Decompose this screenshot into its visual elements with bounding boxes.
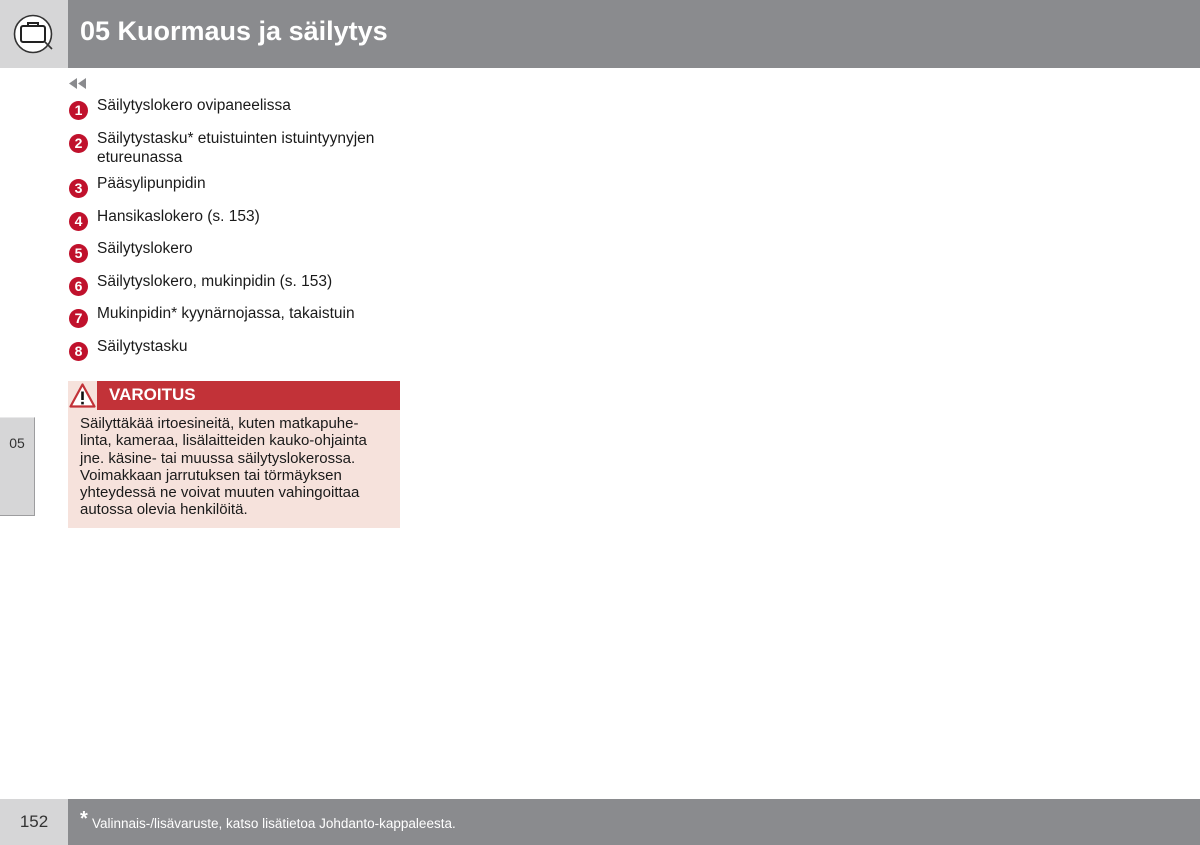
list-item-text: Säilytyslokero ovipaneelissa — [97, 97, 291, 114]
list-item-text: Säilytystasku* etuistuinten istuintyynyjen etureunassa — [97, 130, 375, 166]
footnote-text: Valinnais-/lisävaruste, katso lisätietoa Johdanto-kappaleesta. — [92, 816, 456, 831]
number-badge: 6 — [69, 277, 88, 296]
warning-triangle-icon — [69, 383, 96, 408]
double-chevron-left-icon — [69, 78, 87, 89]
number-badge: 2 — [69, 134, 88, 153]
page-number: 152 — [19, 812, 49, 831]
footer-bar — [68, 799, 1200, 845]
number-badge: 3 — [69, 179, 88, 198]
chapter-tab[interactable] — [0, 417, 35, 516]
number-badge: 7 — [69, 309, 88, 328]
luggage-icon — [13, 14, 55, 54]
number-badge: 4 — [69, 212, 88, 231]
page-number-box — [0, 799, 68, 845]
previous-page-link[interactable] — [69, 76, 87, 94]
number-badge: 8 — [69, 342, 88, 361]
asterisk-marker: * — [80, 808, 88, 830]
number-badge: 1 — [69, 101, 88, 120]
warning-title: VAROITUS — [109, 385, 196, 404]
page-title: 05 Kuormaus ja säilytys — [80, 16, 388, 46]
list-item-text: Säilytyslokero — [97, 240, 193, 257]
warning-header — [68, 381, 400, 410]
warning-icon-box — [68, 381, 97, 410]
chapter-tab-label: 05 — [9, 435, 25, 451]
number-badge: 5 — [69, 244, 88, 263]
list-item-text: Mukinpidin* kyynärnojassa, takaistuin — [97, 305, 355, 322]
chapter-icon-box — [0, 0, 68, 68]
header-bar — [68, 0, 1200, 68]
warning-text: Säilyttäkää irtoesineitä, kuten matkapuhe- linta, kameraa, lisälaitteiden kauko-ohjainta jne. käsine- tai muussa säilytyslokerossa. Voimakkaan jarrutuksen tai törmäyksen yhteydessä ne voivat muuten vahingoittaa autossa olevia henkilöitä. — [80, 415, 367, 519]
list-item-text: Säilytystasku — [97, 338, 188, 355]
warning-box — [68, 381, 400, 528]
list-item-text: Säilytyslokero, mukinpidin (s. 153) — [97, 273, 333, 290]
list-item-text: Pääsylipunpidin — [97, 175, 206, 192]
list-item-text: Hansikaslokero (s. 153) — [97, 208, 260, 225]
